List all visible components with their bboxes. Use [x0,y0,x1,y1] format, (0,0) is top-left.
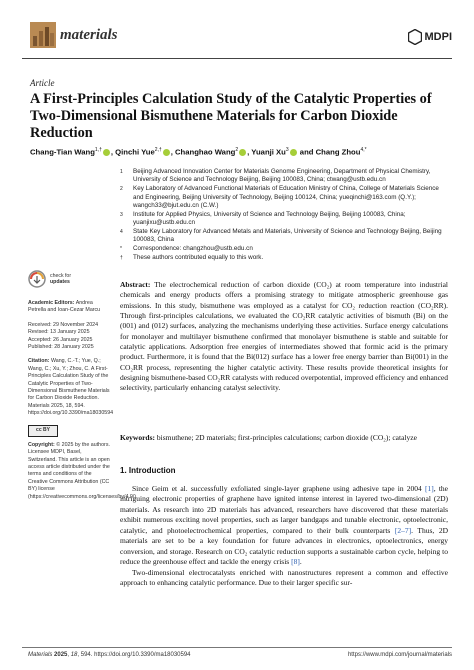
publisher-name: MDPI [424,31,452,43]
affiliation-text: Beijing Advanced Innovation Center for Materials Genome Engineering, Department of Physical Chemistry, University of Science and Technology Beijing, Beijing 100083, China; ctwang@ustb.edu.cn [133,168,431,184]
author-affiliation-marker: 4,* [360,147,367,153]
author-affiliation-marker: 1,† [94,147,102,153]
citation-label: Citation: [28,358,50,365]
affiliation-number: * [120,245,122,252]
author-name[interactable]: Qinchi Yue [115,147,155,157]
copyright-block [28,441,138,501]
affiliation-number: 4 [120,228,123,235]
footer-doi-link[interactable]: https://doi.org/10.3390/ma18030594 [94,652,191,658]
affiliation-text: Institute for Applied Physics, University of Science and Technology Beijing, Beijing 100083, China; yuanjixu@ustb.edu.cn [133,210,406,227]
abstract-label: Abstract: [120,280,151,289]
copyright-label: Copyright: [28,441,55,448]
check-for-updates-line1: check for [50,273,72,279]
orcid-icon[interactable] [163,149,170,156]
intro-paragraph-1 [120,484,448,568]
author-name[interactable]: Chang-Tian Wang [30,147,95,157]
citation-link[interactable]: [1] [425,484,434,493]
affiliation-number: † [120,254,123,261]
author-name[interactable]: Chang Zhou [315,147,361,157]
article-type: Article [30,78,55,88]
intro-text: Since Geim et al. successfully exfoliated single-layer graphene using adhesive tape in 2004 [132,484,425,493]
section-heading-introduction: 1. Introduction [120,466,176,475]
intro-text: , the intriguing electronic properties of graphene have ignited intense interest in layered two-dimensional (2D) materials. As research into 2D materials has advanced, researchers have discovered that these materials exhibit numerous exciting novel properties, such as larger bandgaps and tunable electronic, optoelectronic, catalytic, and photoelectrochemical properties, compared to their bulk counterparts [120,484,448,535]
author-affiliation-marker: 2 [235,147,239,153]
affiliation-item [120,228,450,245]
editors-label: Academic Editors: [28,300,75,306]
affiliation-item [120,245,450,253]
intro-text: . Thus, 2D materials are set to be a key foundation for future advances in electronics, optoelectronics, energy conversion, and storage. Research on CO₂ catalytic reduction supports a sustainable carbon cycle, helping to reduce the greenhouse effect and tackle the energy crisis [120,525,448,567]
affiliation-item [120,211,450,228]
intro-paragraph-2: Two-dimensional electrocatalysts enriched with nanostructures represent a common and effective approach to enhancing catalytic performance. Due to their larger specific sur- [120,567,448,588]
cc-by-license-icon[interactable]: cc BY [28,425,58,437]
author-affiliation-marker: 2,† [154,147,162,153]
mdpi-hex-icon [408,29,422,45]
dates-block [28,322,110,352]
citation-link[interactable]: [2–7] [394,525,412,535]
journal-logo-icon [30,22,56,48]
received-date: Received: 29 November 2024 [28,321,99,328]
abstract [120,280,448,394]
orcid-icon[interactable] [239,149,246,156]
footer-journal: Materials [28,652,53,658]
copyright-text: © 2025 by the authors. Licensee MDPI, Basel, Switzerland. This article is an open access article distributed under the terms and conditions of the Creative Commons Attribution (CC BY) license (https://creativecommons.org/licenses/by/4.0/). [28,441,138,500]
affiliation-text: Key Laboratory of Advanced Functional Materials of Education Ministry of China, College of Materials Science and Engineering, Beijing University of Technology, Beijing 100124, China; yueqinchi@163.com (Q.Y.); wangch33@bjut.edu.cn (C.W.) [133,185,439,209]
footer-year: 2025 [54,652,68,658]
author-affiliation-marker: 3 [285,147,289,153]
paper-title: A First-Principles Calculation Study of the Catalytic Properties of Two-Dimensional Bismuthene Materials for Carbon Dioxide Reduction [30,91,432,141]
author-name[interactable]: Changhao Wang [174,147,236,157]
footer-citation: Materials 2025, 18, 594. https://doi.org/10.3390/ma18030594 [28,652,191,658]
check-for-updates-label [50,273,71,285]
journal-name[interactable]: materials [60,27,118,43]
citation-link[interactable]: [8] [291,557,300,567]
check-for-updates-button[interactable] [28,270,71,288]
author-name[interactable]: Yuanji Xu [251,147,286,157]
keywords-text: bismuthene; 2D materials; first-principles calculations; carbon dioxide (CO₂); catalyze [156,433,417,442]
intro-text: . [299,557,302,567]
orcid-icon[interactable] [103,149,110,156]
editors-names: Andrea Petrella and Ioan-Cezar Marcu [28,300,101,314]
header-divider [22,58,452,59]
keywords-label: Keywords: [120,433,155,442]
affiliations [120,168,450,262]
footer-divider [22,647,452,648]
academic-editors [28,300,110,315]
accepted-date: Accepted: 26 January 2025 [28,336,93,343]
footer-journal-url[interactable]: https://www.mdpi.com/journal/materials [347,652,452,658]
footer-volume: 18 [70,652,78,658]
affiliation-text: Correspondence: changzhou@ustb.edu.cn [133,244,253,252]
citation-text[interactable]: Wang, C.-T.; Yue, Q.; Wang, C.; Xu, Y.; Zhou, C. A First-Principles Calculation Study of the Catalytic Properties of Two-Dimensional Bismuthene Materials for Carbon Dioxide Reduction. Materials 2025, 18, 594. https://doi.org/10.3390/ma18030594 [28,358,114,417]
check-for-updates-line2: updates [50,279,70,285]
published-date: Published: 28 January 2025 [28,344,94,351]
abstract-text: The electrochemical reduction of carbon dioxide (CO₂) at room temperature into industrial chemicals and energy products offers a promising strategy to mitigate atmospheric greenhouse gas emissions. In this study, bismuthene was employed as a catalyst for CO₂ reduction reaction (CO₂RR). Through first-principles calculations, we evaluated the CO₂RR catalytic activities of bismuth (Bi) on the (001) and (012) surfaces, analyzing the mechanisms underlying these activities. Surface energy calculations for monolayer and multilayer bismuthene confirmed that monolayer bismuthene is stable and suitable for catalytic applications. Adsorption free energies of intermediates showed that formic acid is the primary product. Furthermore, it is found that the Bi(012) surface has a lower free energy barrier than Bi(001) in the CO₂RR process, representing the higher catalytic activity. These results provide theoretical insights for designing bismuthene-based CO₂RR catalysts with reduced overpotential, improved efficiency and enhanced selectivity, particularly enhancing catalyst selectivity. [120,280,448,393]
affiliation-text: State Key Laboratory for Advanced Metals and Materials, University of Science and Technology Beijing, Beijing 100083, China [133,227,442,244]
affiliation-number: 1 [120,169,123,175]
orcid-icon[interactable] [290,149,297,156]
affiliation-number: 3 [120,211,123,218]
introduction-body [120,484,448,589]
revised-date: Revised: 13 January 2025 [28,329,90,336]
keywords [120,433,448,443]
affiliation-item [120,254,450,262]
check-for-updates-icon [28,270,46,288]
author-list: Chang-Tian Wang$^{1,\dagger}$ , Qinchi Yue$^{2,\dagger}$ , Changhao Wang$^2$ , Yuanji Xu$^3$ and Chang Zhou$^{4,*}$ [30,147,367,157]
footer-page: 594 [80,652,91,658]
publisher-logo[interactable] [408,28,453,46]
affiliation-number: 2 [120,186,123,193]
affiliation-item [120,168,450,185]
affiliation-text: These authors contributed equally to this work. [133,253,264,261]
affiliation-item [120,185,450,210]
citation-block [28,358,114,417]
